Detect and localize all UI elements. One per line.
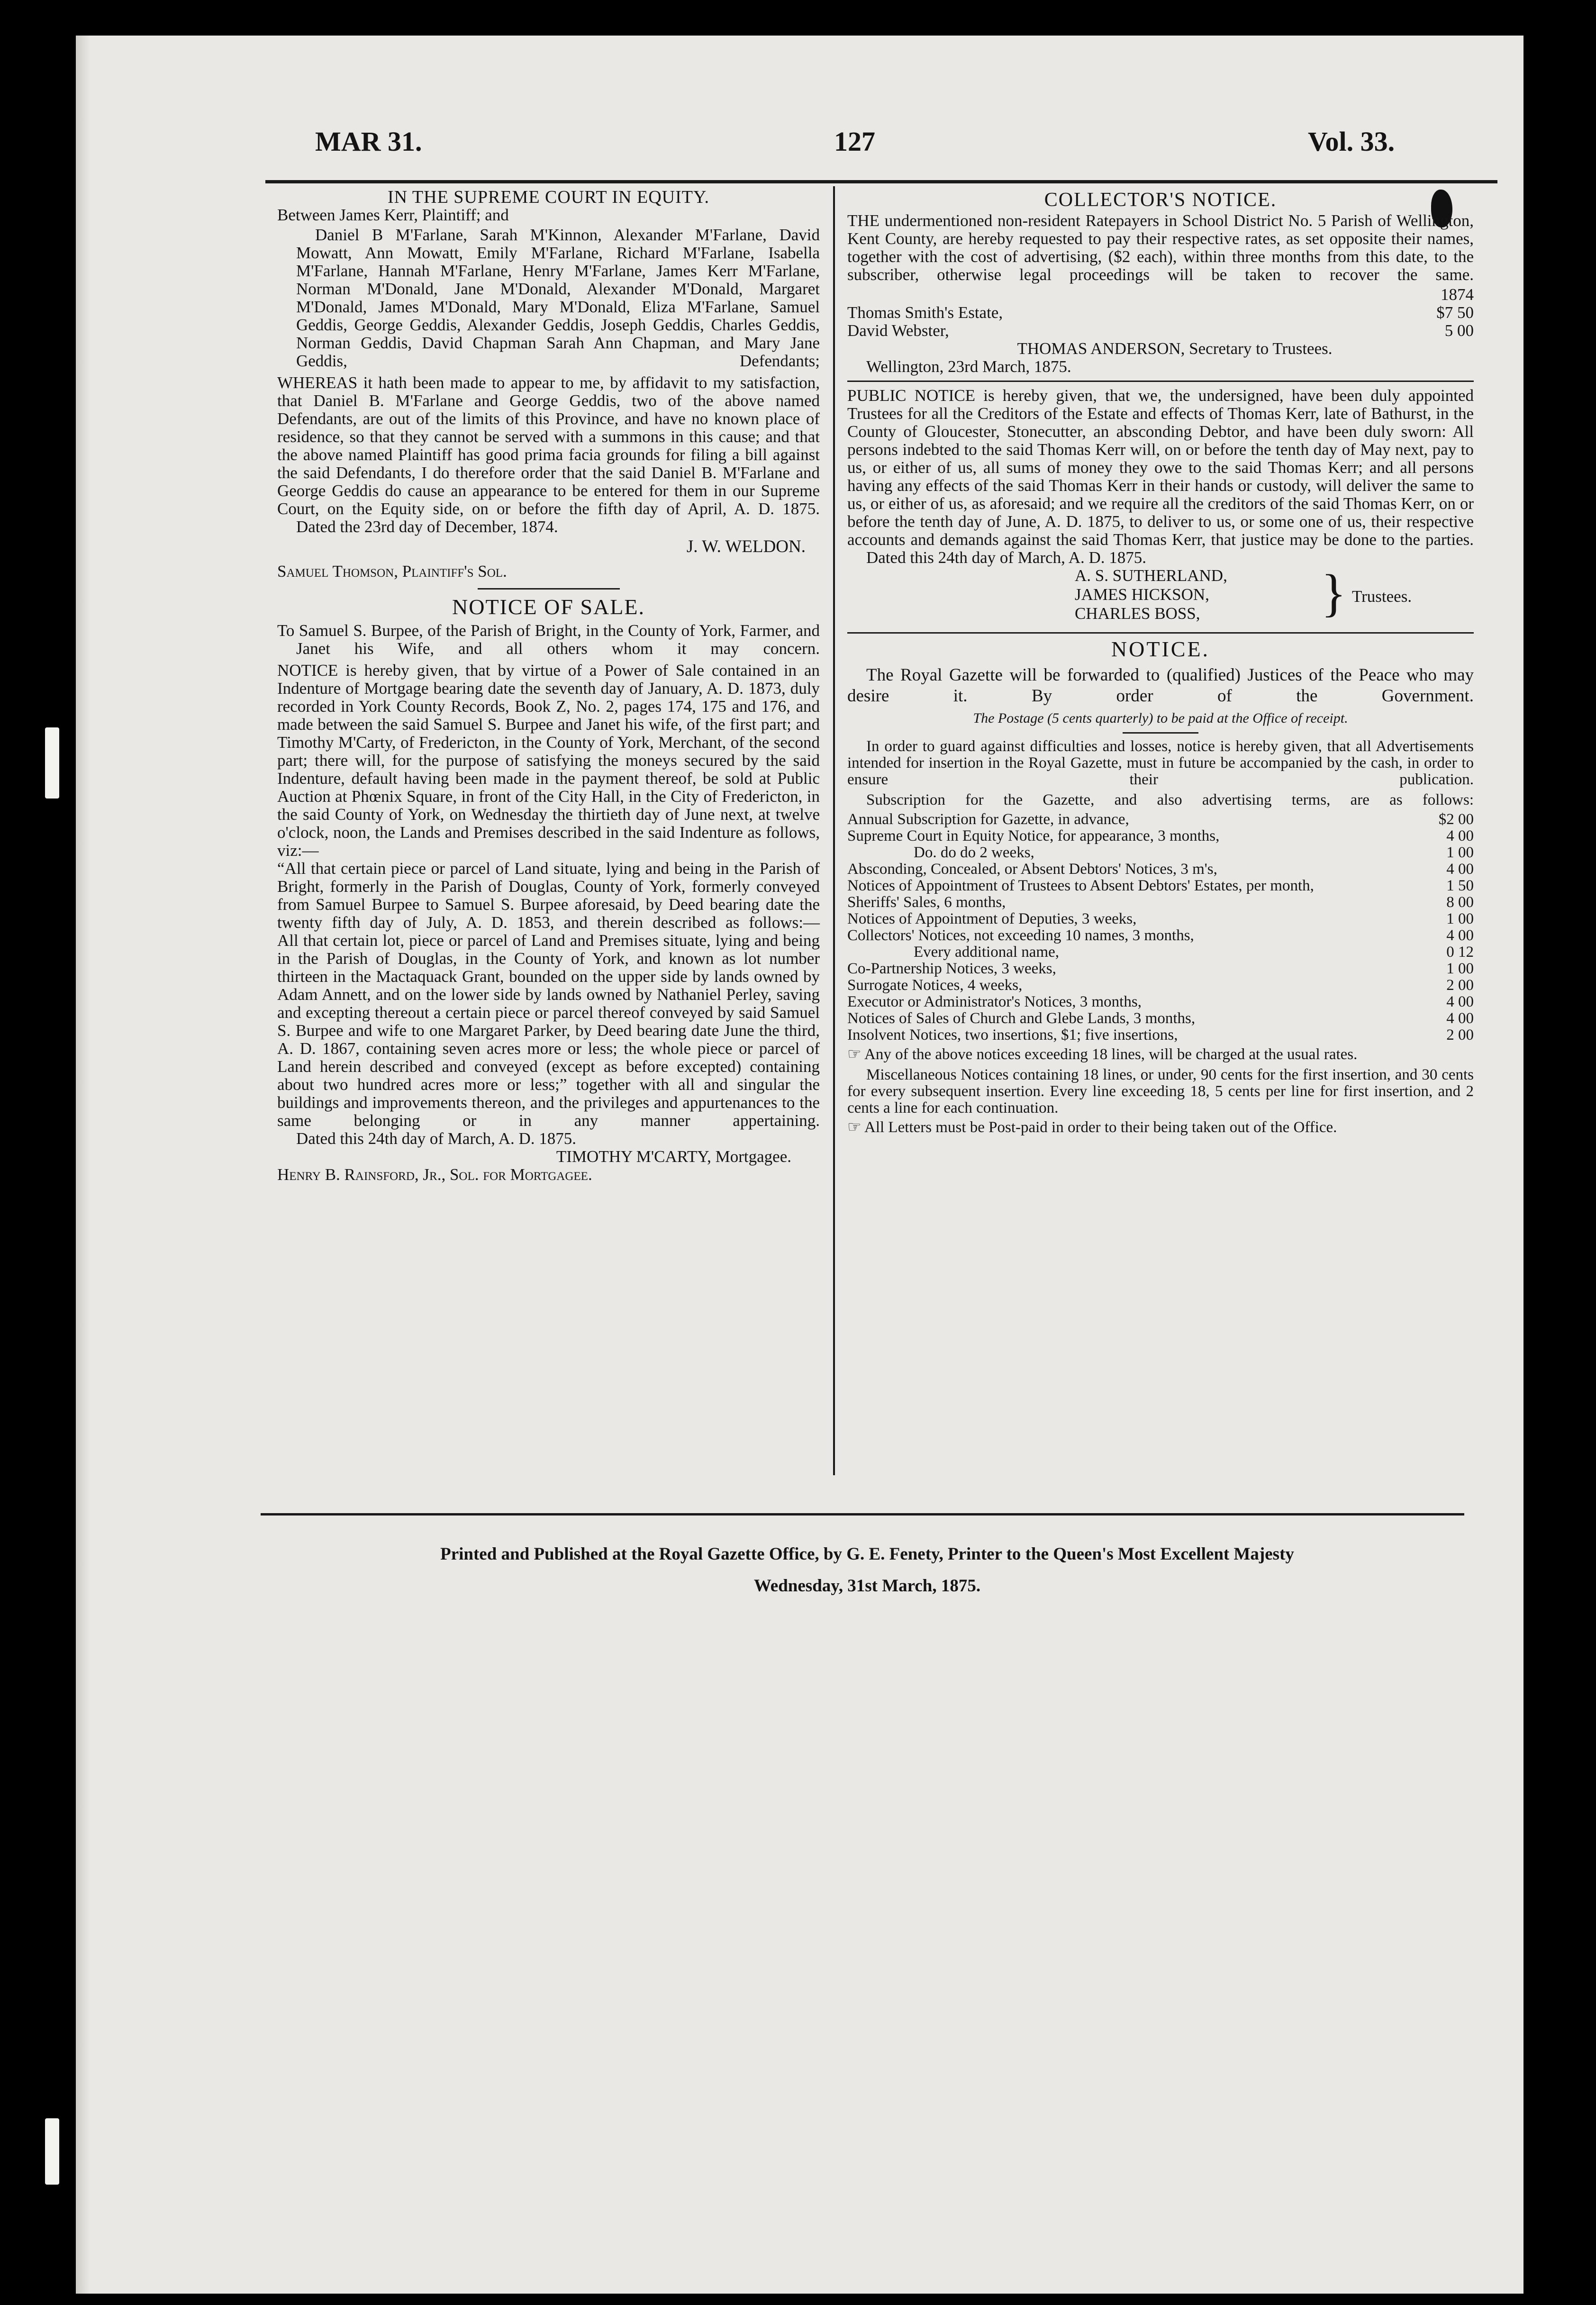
volume-number: Vol. 33. bbox=[1308, 126, 1395, 157]
fee-row bbox=[847, 894, 1474, 911]
fee-table bbox=[847, 811, 1474, 1044]
trustee-name: CHARLES BOSS, bbox=[1075, 604, 1200, 623]
fee-amount: 1 00 bbox=[1446, 844, 1474, 861]
fee-item: Co-Partnership Notices, 3 weeks, bbox=[847, 960, 1056, 977]
fee-item: Notices of Sales of Church and Glebe Lands, 3 months, bbox=[847, 1010, 1196, 1027]
page-fold-shadow bbox=[76, 36, 90, 2294]
column-divider bbox=[833, 186, 835, 1475]
pointing-hand-icon: ☞ bbox=[847, 1119, 865, 1136]
sale-quote-first: “All that certain piece or parcel of Land situate, lying and being in the Parish of Bright, formerly in the Parish of Douglas, County of York, formerly conveyed from Samuel Burpee to Samuel S. Burpee aforesaid, by Deed bearing date the twenty fifth day of July, A. D. 1853, and therein described as follows:— bbox=[277, 859, 820, 932]
equity-title: IN THE SUPREME COURT IN EQUITY. bbox=[388, 187, 709, 207]
fee-item: Notices of Appointment of Trustees to Absent Debtors' Estates, per month, bbox=[847, 877, 1314, 894]
public-notice-dated: Dated this 24th day of March, A. D. 1875. bbox=[866, 548, 1147, 567]
fee-row bbox=[847, 944, 1474, 961]
fee-row bbox=[847, 878, 1474, 894]
left-column bbox=[277, 188, 820, 1184]
fee-amount: 8 00 bbox=[1446, 894, 1474, 911]
equity-solicitor: Samuel Thomson, Plaintiff's Sol. bbox=[277, 562, 507, 581]
trustee-name: JAMES HICKSON, bbox=[1075, 585, 1209, 604]
notice-subscription-intro: Subscription for the Gazette, and also advertising terms, are as follows: bbox=[866, 791, 1474, 808]
fee-item: Executor or Administrator's Notices, 3 months, bbox=[847, 993, 1142, 1010]
equity-between: Between James Kerr, Plaintiff; and bbox=[277, 206, 509, 224]
notice-postage: The Postage (5 cents quarterly) to be paid at the Office of receipt. bbox=[973, 710, 1348, 726]
fee-amount: 2 00 bbox=[1446, 1026, 1474, 1044]
footer-rule bbox=[261, 1513, 1464, 1515]
collector-signature: THOMAS ANDERSON, Secretary to Trustees. bbox=[1017, 339, 1333, 358]
fee-item: Annual Subscription for Gazette, in advance, bbox=[847, 811, 1129, 828]
section-rule bbox=[1123, 732, 1198, 734]
footer-date: Wednesday, 31st March, 1875. bbox=[753, 1576, 981, 1596]
sale-quote-second: All that certain lot, piece or parcel of Land and Premises situate, lying and being in the Parish of Douglas, in the County of York, and known as lot number thirteen in the Mactaquack Grant, bounded on the upper side by lands owned by Adam Annett, and on the lower side by lands owned by Nathaniel Perley, saving and excepting thereout a certain piece or parcel thereof conveyed by said Samuel S. Burpee and wife to one Margaret Parker, by Deed bearing date June the third, A. D. 1867, containing seven acres more or less; the whole piece or parcel of Land herein described and conveyed (except as before excepted) containing about two hundred acres more or less;” together with all and singular the buildings and improvements thereon, and the privileges and appurtenances to the same belonging or in any manner appertaining. bbox=[277, 931, 820, 1130]
binding-clip bbox=[45, 727, 59, 799]
collector-entry bbox=[847, 304, 1474, 322]
section-rule bbox=[847, 632, 1474, 634]
entry-amount: $7 50 bbox=[1436, 303, 1474, 322]
equity-dated: Dated the 23rd day of December, 1874. bbox=[296, 517, 558, 536]
notice-over18: ☞ Any of the above notices exceeding 18 lines, will be charged at the usual rates. bbox=[847, 1046, 1358, 1063]
fee-item: Do. do do 2 weeks, bbox=[914, 844, 1034, 861]
right-column bbox=[847, 188, 1474, 1136]
sale-body: NOTICE is hereby given, that by virtue of a Power of Sale contained in an Indenture of Mortgage bearing date the seventh day of January, A. D. 1873, duly recorded in York County Records, Book Z, No. 2, pages 174, 175 and 176, and made between the said Samuel S. Burpee and Janet his wife, of the first part; and Timothy M'Carty, of Fredericton, in the County of York, Merchant, of the second part; there will, for the purpose of satisfying the moneys secured by the said Indenture, default having been made in the payment thereof, be sold at Public Auction at Phœnix Square, in front of the City Hall, in the City of Fredericton, in the said County of York, on Wednesday the thirtieth day of June next, at twelve o'clock, noon, the Lands and Premises described in the said Indenture as follows, viz:— bbox=[277, 661, 820, 860]
newspaper-page bbox=[76, 36, 1523, 2294]
notice-title: NOTICE. bbox=[1111, 637, 1210, 661]
fee-item: Surrogate Notices, 4 weeks, bbox=[847, 977, 1023, 994]
fee-item: Every additional name, bbox=[914, 944, 1059, 961]
collector-entry bbox=[847, 322, 1474, 340]
notice-letters: ☞ All Letters must be Post-paid in order to their being taken out of the Office. bbox=[847, 1119, 1337, 1136]
fee-row bbox=[847, 1027, 1474, 1044]
pointing-hand-icon: ☞ bbox=[847, 1046, 865, 1063]
equity-signature: J. W. WELDON. bbox=[686, 537, 806, 556]
footer-imprint: Printed and Published at the Royal Gazette Office, by G. E. Fenety, Printer to the Queen's Most Excellent Majesty bbox=[440, 1544, 1294, 1564]
fee-amount: 0 12 bbox=[1446, 944, 1474, 961]
page-number: 127 bbox=[834, 126, 875, 157]
sale-solicitor: Henry B. Rainsford, Jr., Sol. for Mortgagee. bbox=[277, 1165, 592, 1184]
fee-amount: 2 00 bbox=[1446, 977, 1474, 994]
entry-name: David Webster, bbox=[847, 321, 949, 340]
section-rule bbox=[847, 381, 1474, 382]
fee-row bbox=[847, 961, 1474, 977]
fee-row bbox=[847, 911, 1474, 927]
fee-amount: 1 50 bbox=[1446, 877, 1474, 894]
fee-amount: 1 00 bbox=[1446, 910, 1474, 927]
collector-title: COLLECTOR'S NOTICE. bbox=[1044, 189, 1277, 211]
fee-row bbox=[847, 1010, 1474, 1027]
fee-row bbox=[847, 811, 1474, 828]
collector-body: THE undermentioned non-resident Ratepayers in School District No. 5 Parish of Wellington, Kent County, are hereby requested to pay their respective rates, as set opposite their names, together with the cost of advertising, ($2 each), within three months from this date, to the subscriber, otherwise legal proceedings will be taken to recover the same. bbox=[847, 211, 1474, 284]
notice-gazette: The Royal Gazette will be forwarded to (qualified) Justices of the Peace who may desire it. By order of the Government. bbox=[847, 665, 1474, 706]
fee-amount: 4 00 bbox=[1446, 927, 1474, 944]
entry-amount: 5 00 bbox=[1444, 321, 1474, 340]
trustees-brace: } bbox=[1321, 564, 1346, 622]
public-notice-body: PUBLIC NOTICE is hereby given, that we, the undersigned, have been duly appointed Trustees for all the Creditors of the Estate and effects of Thomas Kerr, late of Bathurst, in the County of Gloucester, Stonecutter, an absconding Debtor, and have been duly sworn: All persons indebted to the said Thomas Kerr will, on or before the tenth day of May next, pay to us, or either of us, all sums of money they owe to the said Thomas Kerr; and all persons having any effects of the said Thomas Kerr in their hands or custody, will deliver the same to us, or either of us, as aforesaid; and we require all the creditors of the said Thomas Kerr, on or before the tenth day of June, A. D. 1875, to deliver to us, or some one of us, their respective accounts and demands against the said Thomas Kerr, that justice may be done to the parties. bbox=[847, 386, 1474, 549]
notice-guard: In order to guard against difficulties and losses, notice is hereby given, that all Advertisements intended for insertion in the Royal Gazette, must in future be accompanied by the cash, in order to ensure their publication. bbox=[847, 738, 1474, 788]
entry-name: Thomas Smith's Estate, bbox=[847, 303, 1003, 322]
trustees-label: Trustees. bbox=[1352, 587, 1412, 606]
fee-row bbox=[847, 927, 1474, 944]
fee-amount: 4 00 bbox=[1446, 993, 1474, 1010]
binding-clip bbox=[45, 2118, 59, 2185]
collector-dated: Wellington, 23rd March, 1875. bbox=[866, 357, 1071, 376]
collector-year: 1874 bbox=[1441, 285, 1474, 304]
fee-item: Notices of Appointment of Deputies, 3 weeks, bbox=[847, 910, 1137, 927]
fee-amount: 4 00 bbox=[1446, 827, 1474, 844]
equity-defendants: Daniel B M'Farlane, Sarah M'Kinnon, Alexander M'Farlane, David Mowatt, Ann Mowatt, Emily M'Farlane, Richard M'Farlane, Isabella M'Farlane, Hannah M'Farlane, Henry M'Farlane, James Kerr M'Farlane, Norman M'Donald, Jane M'Donald, Alexander M'Donald, Margaret M'Donald, James M'Donald, Mary M'Donald, Eliza M'Farlane, Samuel Geddis, George Geddis, Alexander Geddis, Joseph Geddis, Charles Geddis, Norman Geddis, David Chapman Sarah Ann Chapman, and Mary Jane Geddis, Defendants; bbox=[296, 226, 820, 370]
fee-item: Absconding, Concealed, or Absent Debtors' Notices, 3 m's, bbox=[847, 861, 1217, 878]
fee-row bbox=[847, 828, 1474, 844]
equity-body: WHEREAS it hath been made to appear to me, by affidavit to my satisfaction, that Daniel B. M'Farlane and George Geddis, two of the above named Defendants, are out of the limits of this Province, and have no known place of residence, so that they cannot be served with a summons in this cause; and that the above named Plaintiff has good prima facia grounds for filing a bill against the said Defendants, I do therefore order that the said Daniel B. M'Farlane and George Geddis do cause an appearance to be entered for them in our Supreme Court, on the Equity side, on or before the fifth day of April, A. D. 1875. bbox=[277, 373, 820, 518]
header-rule bbox=[265, 180, 1497, 183]
sale-title: NOTICE OF SALE. bbox=[452, 595, 645, 619]
notice-misc: Miscellaneous Notices containing 18 lines, or under, 90 cents for the first insertion, and 30 cents for every subsequent insertion. Every line exceeding 18, 5 cents per line for first insertion, and 2 cents a line for each continuation. bbox=[847, 1066, 1474, 1116]
fee-item: Sheriffs' Sales, 6 months, bbox=[847, 894, 1006, 911]
fee-amount: 4 00 bbox=[1446, 861, 1474, 878]
fee-amount: 4 00 bbox=[1446, 1010, 1474, 1027]
fee-item: Supreme Court in Equity Notice, for appearance, 3 months, bbox=[847, 827, 1220, 844]
fee-item: Collectors' Notices, not exceeding 10 names, 3 months, bbox=[847, 927, 1194, 944]
fee-row bbox=[847, 861, 1474, 878]
sale-signature: TIMOTHY M'CARTY, Mortgagee. bbox=[556, 1147, 791, 1166]
trustee-name: A. S. SUTHERLAND, bbox=[1075, 566, 1227, 585]
trustees-block bbox=[847, 564, 1474, 627]
fee-row bbox=[847, 994, 1474, 1010]
fee-amount: 1 00 bbox=[1446, 960, 1474, 977]
fee-row bbox=[847, 977, 1474, 994]
section-rule bbox=[478, 588, 620, 590]
fee-row bbox=[847, 844, 1474, 861]
issue-date: MAR 31. bbox=[315, 126, 422, 157]
fee-item: Insolvent Notices, two insertions, $1; five insertions, bbox=[847, 1026, 1178, 1044]
sale-addressee: To Samuel S. Burpee, of the Parish of Bright, in the County of York, Farmer, and Janet his Wife, and all others whom it may concern. bbox=[277, 621, 820, 658]
fee-amount: $2 00 bbox=[1438, 811, 1474, 828]
sale-dated: Dated this 24th day of March, A. D. 1875. bbox=[296, 1129, 577, 1148]
